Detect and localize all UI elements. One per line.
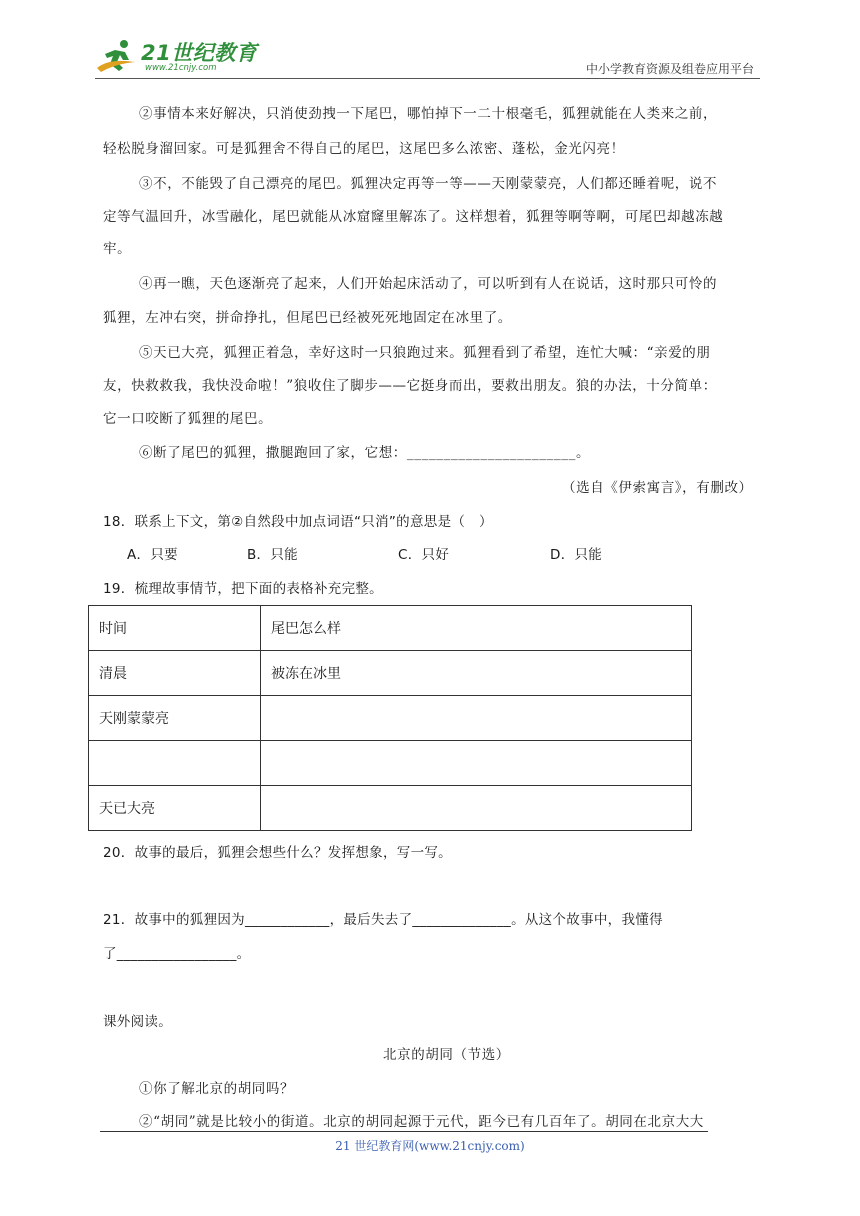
passage-paragraph-2-line-2: 轻松脱身溜回家。可是狐狸舍不得自己的尾巴，这尾巴多么浓密、蓬松，金光闪亮！ xyxy=(103,141,625,157)
extra-reading-label: 课外阅读。 xyxy=(103,1014,172,1030)
passage-paragraph-3-line-1: ③不，不能毁了自己漂亮的尾巴。狐狸决定再等一等——天刚蒙蒙亮，人们都还睡着呢，说不 xyxy=(139,176,718,192)
footer-divider xyxy=(100,1131,708,1132)
site-logo[interactable] xyxy=(95,36,265,76)
table-row xyxy=(89,786,692,831)
running-figure-icon xyxy=(95,38,139,74)
q18-option-d[interactable]: D．只能 xyxy=(550,547,603,563)
passage-paragraph-2-line-1: ②事情本来好解决，只消使劲拽一下尾巴，哪怕掉下一二十根毫毛，狐狸就能在人类来之前， xyxy=(139,106,718,122)
passage-paragraph-5-line-3: 它一口咬断了狐狸的尾巴。 xyxy=(103,411,273,427)
header-divider xyxy=(95,78,760,79)
passage-paragraph-4-line-2: 狐狸，左冲右突，拼命挣扎，但尾巴已经被死死地固定在冰里了。 xyxy=(103,310,512,326)
table-header-cell: 时间 xyxy=(89,606,261,651)
plot-table xyxy=(88,605,692,831)
passage-paragraph-5-line-2: 友，快救救我，我快没命啦！”狼收住了脚步——它挺身而出，要救出朋友。狼的办法，十分简单： xyxy=(103,378,717,394)
table-row xyxy=(89,741,692,786)
table-answer-cell[interactable] xyxy=(261,696,692,741)
question-20: 20．故事的最后，狐狸会想些什么？发挥想象，写一写。 xyxy=(103,845,452,861)
question-21-line-2: 了_________________。 xyxy=(103,946,251,962)
passage-paragraph-3-line-3: 牢。 xyxy=(103,241,132,257)
passage-paragraph-3-line-2: 定等气温回升，冰雪融化，尾巴就能从冰窟窿里解冻了。这样想着，狐狸等啊等啊，可尾巴却越冻越 xyxy=(103,209,724,225)
extra-paragraph-1: ①你了解北京的胡同吗？ xyxy=(139,1081,295,1097)
table-row xyxy=(89,696,692,741)
question-18: 18．联系上下文，第②自然段中加点词语“只消”的意思是（ ） xyxy=(103,514,493,530)
page-header xyxy=(95,36,760,80)
question-21-line-1: 21．故事中的狐狸因为____________，最后失去了______________。从这个故事中，我懂得 xyxy=(103,912,663,928)
table-row xyxy=(89,651,692,696)
platform-title: 中小学教育资源及组卷应用平台 xyxy=(585,62,754,76)
extra-paragraph-2-line-1: ②“胡同”就是比较小的街道。北京的胡同起源于元代，距今已有几百年了。胡同在北京大大 xyxy=(139,1114,704,1130)
logo-url: www.21cnjy.com xyxy=(145,63,217,73)
passage-source: （选自《伊索寓言》，有删改） xyxy=(562,480,753,496)
table-answer-cell[interactable] xyxy=(89,741,261,786)
q18-option-c[interactable]: C．只好 xyxy=(398,547,450,563)
table-cell: 清晨 xyxy=(89,651,261,696)
extra-passage-title: 北京的胡同（节选） xyxy=(383,1047,510,1063)
passage-paragraph-5-line-1: ⑤天已大亮，狐狸正着急，幸好这时一只狼跑过来。狐狸看到了希望，连忙大喊：“亲爱的朋 xyxy=(139,345,711,361)
table-header-row xyxy=(89,606,692,651)
logo-text: 21世纪教育 xyxy=(141,41,258,65)
question-19: 19．梳理故事情节，把下面的表格补充完整。 xyxy=(103,581,383,597)
table-answer-cell[interactable] xyxy=(261,741,692,786)
table-cell: 天刚蒙蒙亮 xyxy=(89,696,261,741)
table-cell: 天已大亮 xyxy=(89,786,261,831)
table-cell: 被冻在冰里 xyxy=(261,651,692,696)
table-answer-cell[interactable] xyxy=(261,786,692,831)
q18-option-b[interactable]: B．只能 xyxy=(247,547,298,563)
footer-link[interactable]: 21 世纪教育网(www.21cnjy.com) xyxy=(335,1139,525,1153)
table-header-cell: 尾巴怎么样 xyxy=(261,606,692,651)
passage-paragraph-4-line-1: ④再一瞧，天色逐渐亮了起来，人们开始起床活动了，可以听到有人在说话，这时那只可怜的 xyxy=(139,276,718,292)
q18-option-a[interactable]: A．只要 xyxy=(127,547,178,563)
passage-paragraph-6: ⑥断了尾巴的狐狸，撒腿跑回了家，它想：_______________________。 xyxy=(139,445,591,461)
